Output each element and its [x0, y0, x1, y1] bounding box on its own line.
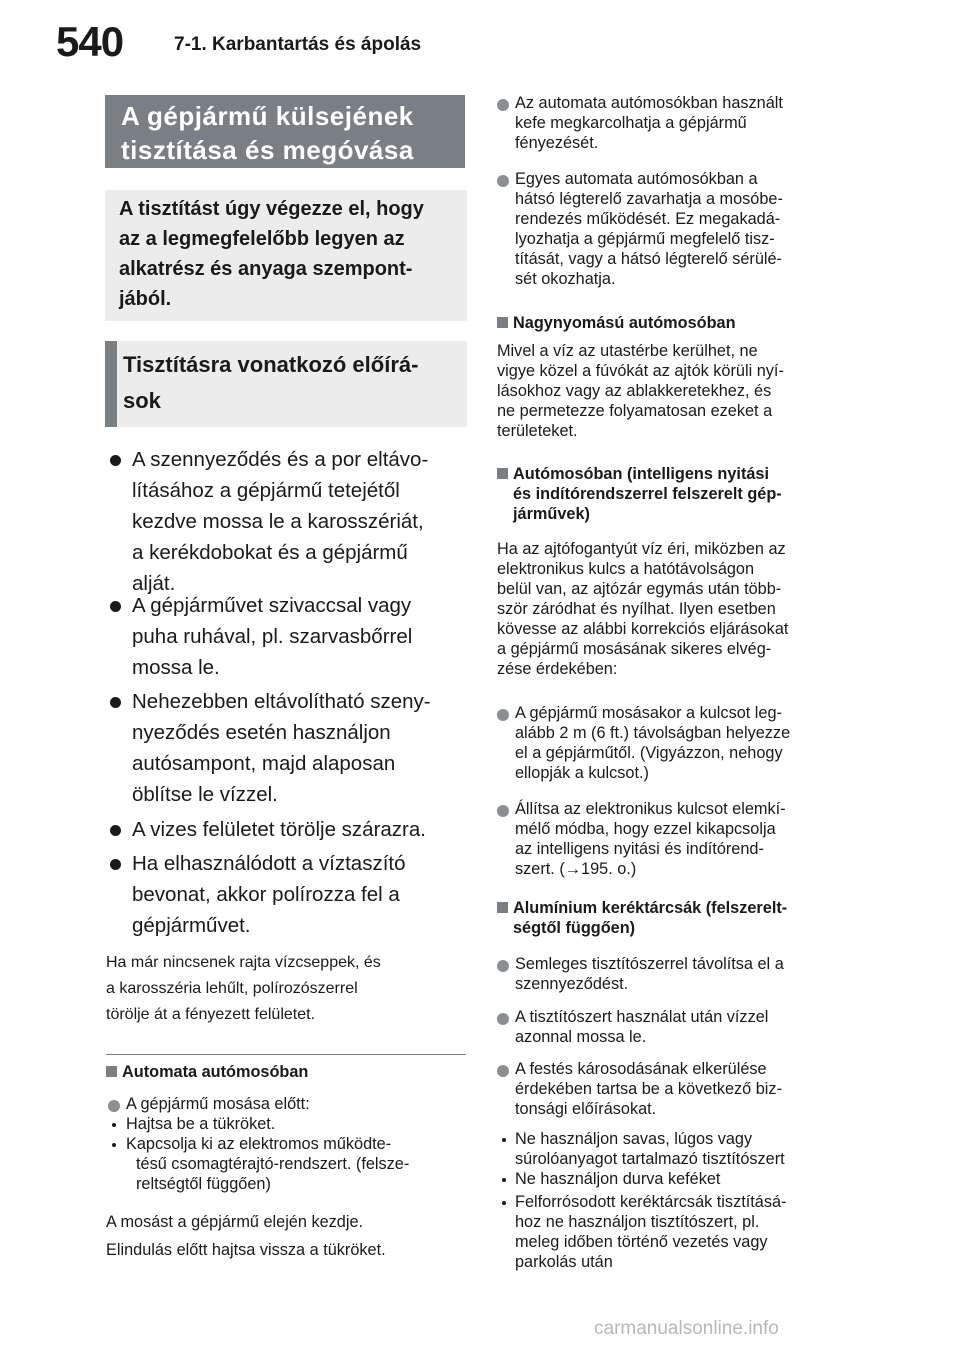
- square-bullet-icon: [106, 1066, 117, 1077]
- line: érdekében tartsa be a következő biz-: [515, 1080, 782, 1098]
- bullet-dot-icon: [110, 697, 121, 708]
- section-title-line: A gépjármű külsejének: [121, 101, 414, 131]
- line: kövesse az alábbi korrekciós eljárásokat: [497, 620, 789, 638]
- circle-item: [515, 93, 865, 153]
- heading-high-pressure: [497, 313, 736, 333]
- paragraph: A mosást a gépjármű elején kezdje.: [106, 1213, 364, 1231]
- bullet-item: [106, 590, 466, 683]
- line: rendezés működését. Ez megakadá-: [515, 210, 781, 228]
- line: Ne használjon savas, lúgos vagy: [515, 1130, 753, 1148]
- line: Autómosóban (intelligens nyitási: [513, 465, 770, 483]
- bullet-dot-icon: [110, 859, 121, 870]
- circle-bullet-icon: [497, 1013, 509, 1025]
- bullet-line: bevonat, akkor polírozza fel a: [132, 883, 400, 906]
- line: Állítsa az elektronikus kulcsot elemkí-: [515, 800, 786, 818]
- line: Felforrósodott keréktárcsák tisztításá-: [515, 1193, 787, 1211]
- line: ször záródhat és nyílhat. Ilyen esetben: [497, 600, 776, 618]
- bullet-line: Nehezebben eltávolítható szeny-: [132, 690, 431, 713]
- bullet-line: alját.: [132, 572, 176, 595]
- heading-aluminum-wheels: [497, 898, 862, 938]
- bullet-dot-icon: [110, 825, 121, 836]
- bullet-item: [106, 444, 466, 599]
- circle-item: [515, 1059, 865, 1119]
- bullet-line: mossa le.: [132, 656, 220, 679]
- line: Ha az ajtófogantyút víz éri, miközben az: [497, 540, 786, 558]
- watermark: carmanualsonline.info: [594, 1318, 779, 1339]
- line: ne permetezze folyamatosan ezeket a: [497, 402, 773, 420]
- bullet-line: A szennyeződés és a por eltávo-: [132, 448, 429, 471]
- intro-line: A tisztítást úgy végezze el, hogy: [119, 198, 424, 220]
- before-wash-text: A gépjármű mosása előtt:: [126, 1095, 310, 1113]
- circle-bullet-icon: [497, 99, 509, 111]
- line: lyozhatja a gépjármű megfelelő tisz-: [515, 230, 775, 248]
- circle-bullet-icon: [108, 1100, 120, 1112]
- bullet-line: A vizes felületet törölje szárazra.: [132, 818, 426, 841]
- circle-item: [515, 799, 865, 879]
- subsection-title: [105, 341, 467, 427]
- line: szert. (→195. o.): [515, 860, 637, 878]
- bullet-line: lításához a gépjármű tetejétől: [132, 479, 400, 502]
- dash-line: reltségtől függően): [136, 1175, 271, 1193]
- line: el a gépjárműtől. (Vigyázzon, nehogy: [515, 744, 783, 762]
- circle-bullet-icon: [497, 709, 509, 721]
- page-number: 540: [56, 18, 124, 65]
- circle-item: [515, 1007, 865, 1047]
- line: Semleges tisztítószerrel távolítsa el a: [515, 955, 784, 973]
- section-title: [105, 95, 465, 168]
- line: A tisztítószert használat után vízzel: [515, 1008, 769, 1026]
- subsection-title-line: sok: [123, 388, 161, 413]
- paragraph: [497, 341, 862, 441]
- line: A festés károsodásának elkerülése: [515, 1060, 767, 1078]
- line: Alumínium keréktárcsák (felszerelt-: [513, 899, 788, 917]
- intro-line: az a legmegfelelőbb legyen az: [119, 228, 405, 250]
- bullet-line: A gépjárművet szivaccsal vagy: [132, 594, 412, 617]
- bullet-line: öblítse le vízzel.: [132, 783, 278, 806]
- bullet-item: [106, 686, 466, 810]
- dash-item: Ne használjon durva keféket: [515, 1170, 721, 1188]
- note-line: Ha már nincsenek rajta vízcseppek, és: [106, 954, 381, 971]
- intro-box: [105, 190, 467, 321]
- intro-line: jából.: [119, 288, 172, 310]
- line: hoz ne használjon tisztítószert, pl.: [515, 1213, 760, 1231]
- dash-bullet-icon: [112, 1143, 116, 1147]
- heading-automata: [106, 1062, 308, 1082]
- circle-item: [515, 954, 865, 994]
- circle-bullet-icon: [497, 1065, 509, 1077]
- bullet-item: [106, 848, 466, 941]
- line: ellopják a kulcsot.): [515, 764, 649, 782]
- bullet-dot-icon: [110, 455, 121, 466]
- dash-item: Hajtsa be a tükröket.: [126, 1115, 276, 1133]
- line: ségtől függően): [513, 919, 636, 937]
- line: Egyes automata autómosókban a: [515, 170, 758, 188]
- circle-bullet-icon: [497, 805, 509, 817]
- paragraph: [497, 539, 862, 679]
- bullet-dot-icon: [110, 601, 121, 612]
- dash-item: [126, 1134, 466, 1194]
- line: alább 2 m (6 ft.) távolságban helyezze: [515, 724, 791, 742]
- line: parkolás után: [515, 1253, 613, 1271]
- square-bullet-icon: [497, 468, 508, 479]
- circle-item: [515, 169, 865, 289]
- dash-bullet-icon: [112, 1123, 116, 1127]
- bullet-line: nyeződés esetén használjon: [132, 721, 391, 744]
- divider: [106, 1054, 466, 1055]
- line: belül van, az ajtózár egymás után több-: [497, 580, 782, 598]
- line: zése érdekében:: [497, 660, 618, 678]
- heading-text: Automata autómosóban: [122, 1063, 309, 1081]
- note-paragraph: [106, 950, 468, 1028]
- line: sét okozhatja.: [515, 270, 616, 288]
- bullet-line: puha ruhával, pl. szarvasbőrrel: [132, 625, 413, 648]
- line: mélő módba, hogy ezzel kikapcsolja: [515, 820, 776, 838]
- bullet-item: [106, 814, 466, 845]
- line: területeket.: [497, 422, 578, 440]
- dash-line: Kapcsolja ki az elektromos működte-: [126, 1135, 392, 1153]
- line: vigye közel a fúvókát az ajtók körüli nyí-: [497, 362, 784, 380]
- line: kefe megkarcolhatja a gépjármű: [515, 114, 747, 132]
- line: az intelligens nyitási és indítórend-: [515, 840, 764, 858]
- note-line: a karosszéria lehűlt, polírozószerrel: [106, 980, 358, 997]
- dash-bullet-icon: [502, 1178, 506, 1182]
- line: súrolóanyagot tartalmazó tisztítószert: [515, 1150, 785, 1168]
- circle-item: [515, 703, 865, 783]
- line: a gépjármű mosásának sikeres elvég-: [497, 640, 772, 658]
- paragraph: Elindulás előtt hajtsa vissza a tükröket.: [106, 1241, 386, 1259]
- bullet-line: a kerékdobokat és a gépjármű: [132, 541, 408, 564]
- dash-item: [515, 1192, 865, 1272]
- intro-line: alkatrész és anyaga szempont-: [119, 258, 413, 280]
- line: fényezését.: [515, 134, 599, 152]
- line: lásokhoz vagy az ablakkeretekhez, és: [497, 382, 772, 400]
- note-line: törölje át a fényezett felületet.: [106, 1006, 316, 1023]
- circle-bullet-icon: [497, 960, 509, 972]
- line: Mivel a víz az utastérbe kerülhet, ne: [497, 342, 758, 360]
- line: hátsó légterelő zavarhatja a mosóbe-: [515, 190, 783, 208]
- line: elektronikus kulcs a hatótávolságon: [497, 560, 755, 578]
- square-bullet-icon: [497, 317, 508, 328]
- line: tonsági előírásokat.: [515, 1100, 657, 1118]
- bullet-line: autósampont, majd alaposan: [132, 752, 396, 775]
- bullet-line: kezdve mossa le a karosszériát,: [132, 510, 424, 533]
- chapter-title: 7-1. Karbantartás és ápolás: [174, 34, 422, 55]
- dash-bullet-icon: [502, 1138, 506, 1142]
- subsection-title-line: Tisztításra vonatkozó előírá-: [123, 352, 419, 377]
- dash-item: [515, 1129, 865, 1169]
- line: szennyeződést.: [515, 975, 629, 993]
- line: és indítórendszerrel felszerelt gép-: [513, 485, 782, 503]
- line: járművek): [513, 505, 590, 523]
- line: azonnal mossa le.: [515, 1028, 647, 1046]
- bullet-line: Ha elhasználódott a víztaszító: [132, 852, 406, 875]
- dash-line: tésű csomagtérajtó-rendszert. (felsze-: [136, 1155, 410, 1173]
- dash-bullet-icon: [502, 1201, 506, 1205]
- line: A gépjármű mosásakor a kulcsot leg-: [515, 704, 782, 722]
- circle-bullet-icon: [497, 175, 509, 187]
- line: títását, vagy a hátsó légterelő sérülé-: [515, 250, 782, 268]
- square-bullet-icon: [497, 902, 508, 913]
- heading-text: Nagynyomású autómosóban: [513, 314, 736, 332]
- section-title-line: tisztítása és megóvása: [121, 135, 414, 165]
- line: meleg időben történő vezetés vagy: [515, 1233, 768, 1251]
- line: Az automata autómosókban használt: [515, 94, 783, 112]
- bullet-line: gépjárművet.: [132, 914, 251, 937]
- heading-smart-entry: [497, 464, 862, 524]
